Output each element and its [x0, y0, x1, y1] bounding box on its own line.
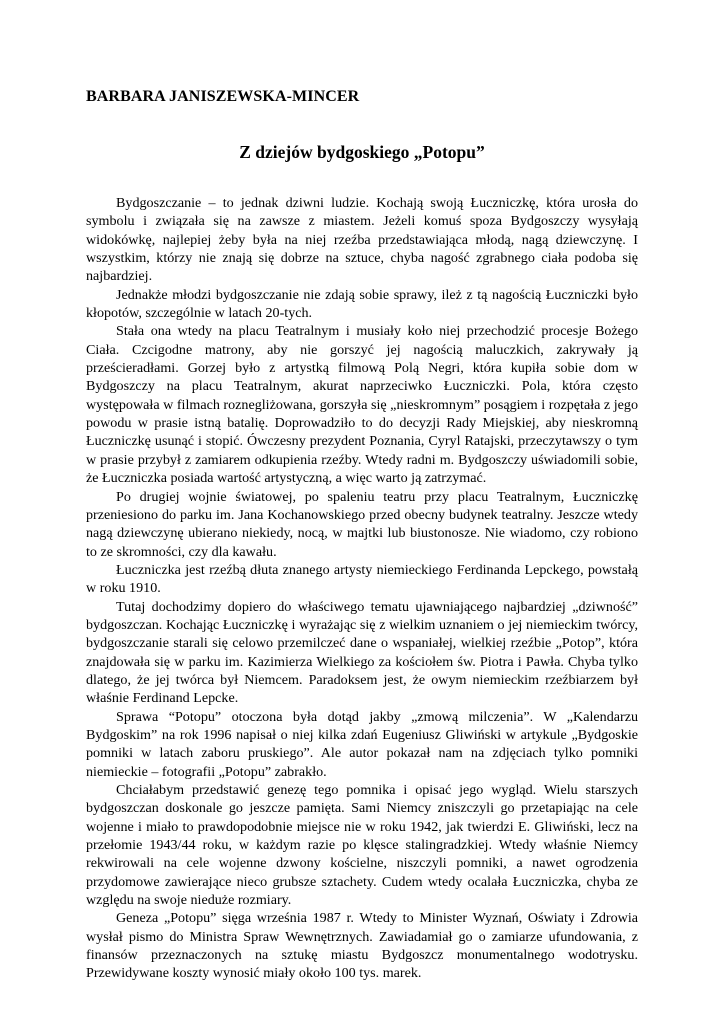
paragraph: Geneza „Potopu” sięga września 1987 r. Wtedy to Minister Wyznań, Oświaty i Zdrowia wysłał pismo do Ministra Spraw Wewnętrznych. Zawiadamiał go o zamiarze ufundowania, z finansów przeznaczonych na sztukę miastu Bydgoszcz monumentalnego wodotrysku. Przewidywane koszty wynosić miały około 100 tys. marek.: [86, 910, 638, 982]
article-title: Z dziejów bydgoskiego „Potopu”: [239, 142, 485, 162]
paragraph: Bydgoszczanie – to jednak dziwni ludzie. Kochają swoją Łuczniczkę, która urosła do symbolu i związała się na zawsze z miastem. Jeżeli komuś spoza Bydgoszczy wysyłają widokówkę, najlepiej żeby była na niej rzeźba przedstawiająca młodą, nagą dziewczynę. I wszystkim, którzy nie znają się dobrze na sztuce, chyba nagość zgrabnego ciała podoba się najbardziej.: [86, 195, 638, 285]
paragraph: Łuczniczka jest rzeźbą dłuta znanego artysty niemieckiego Ferdinanda Lepckego, powstałą w roku 1910.: [86, 561, 638, 597]
article-body: [86, 194, 638, 983]
paragraph: Sprawa “Potopu” otoczona była dotąd jakby „zmową milczenia”. W „Kalendarzu Bydgoskim” na rok 1996 napisał o niej kilka zdań Eugeniusz Gliwiński w artykule „Bydgoskie pomniki w latach zaboru pruskiego”. Ale autor pokazał nam na zdjęciach tylko pomniki niemieckie – fotografii „Potopu” zabrakło.: [86, 708, 638, 780]
paragraph: Tutaj dochodzimy dopiero do właściwego tematu ujawniającego najbardziej „dziwność” bydgoszczan. Kochając Łuczniczkę i wyrażając się z wielkim uznaniem o jej niemieckim twórcy, bydgoszczanie starali się celowo przemilczeć dane o wspaniałej, wielkiej rzeźbie „Potop”, która znajdowała się w parku im. Kazimierza Wielkiego za kościołem św. Piotra i Pawła. Chyba tylko dlatego, że jej twórca był Niemcem. Paradoksem jest, że owym niemieckim rzeźbiarzem był właśnie Ferdinand Lepcke.: [86, 598, 638, 707]
paragraph: Po drugiej wojnie światowej, po spaleniu teatru przy placu Teatralnym, Łuczniczkę przeniesiono do parku im. Jana Kochanowskiego przed obecny budynek teatralny. Jeszcze wtedy nagą dziewczynę ubierano niekiedy, nocą, w majtki lub biustonosze. Nie wiadomo, czy robiono to ze skromności, czy dla kawału.: [86, 488, 638, 560]
paragraph: Jednakże młodzi bydgoszczanie nie zdają sobie sprawy, ileż z tą nagością Łuczniczki było kłopotów, szczególnie w latach 20-tych.: [86, 286, 638, 322]
author-name: BARBARA JANISZEWSKA-MINCER: [86, 88, 360, 105]
paragraph: Chciałabym przedstawić genezę tego pomnika i opisać jego wygląd. Wielu starszych bydgoszczan doskonale go jeszcze pamięta. Sami Niemcy zniszczyli go przetapiając na cele wojenne i miało to prawdopodobnie miejsce nie w roku 1942, jak twierdzi E. Gliwiński, lecz na przełomie 1943/44 roku, w każdym razie po klęsce stalingradzkiej. Wtedy właśnie Niemcy rekwirowali na cele wojenne dzwony kościelne, niszczyli pomniki, a nawet ogrodzenia przydomowe zawierające nieco grubsze sztachety. Cudem wtedy ocalała Łuczniczka, chyba ze względu na swoje nieduże rozmiary.: [86, 782, 638, 909]
paragraph: Stała ona wtedy na placu Teatralnym i musiały koło niej przechodzić procesje Bożego Ciała. Czcigodne matrony, aby nie gorszyć jej nagością maluczkich, zakrywały ją prześcieradłami. Gorzej było z artystką filmową Polą Negri, która kupiła sobie dom w Bydgoszczy na placu Teatralnym, akurat naprzeciwko Łuczniczki. Pola, która często występowała w filmach roznegliżowana, gorszyła się „nieskromnym” posągiem i rozpętała z jego powodu w prasie istną batalię. Doprowadziło to do decyzji Rady Miejskiej, aby nieskromną Łuczniczkę usunąć i stopić. Ówczesny prezydent Poznania, Cyryl Ratajski, przeczytawszy o tym w prasie przybył z zamiarem odkupienia rzeźby. Wtedy radni m. Bydgoszczy uświadomili sobie, że Łuczniczka posiada wartość artystyczną, a więc warto ją zatrzymać.: [86, 323, 638, 487]
